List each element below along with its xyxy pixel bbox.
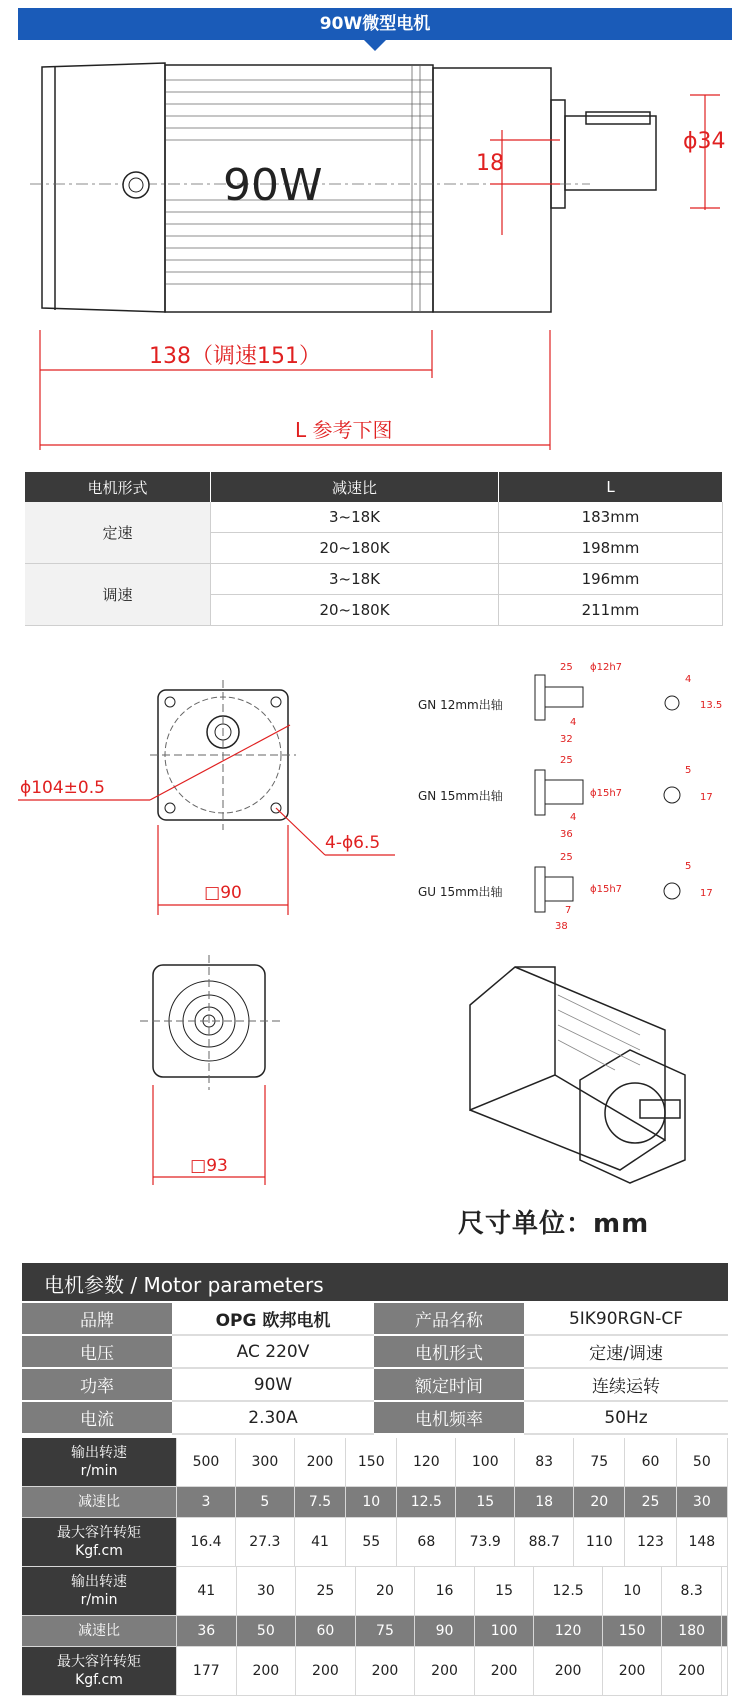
table-cell: 60 — [296, 1616, 356, 1647]
gu15-d25: 25 — [560, 852, 573, 863]
dim-holes: 4-ϕ6.5 — [325, 833, 381, 853]
dim-L: L 参考下图 — [295, 418, 393, 442]
speed-table-2 — [22, 1567, 728, 1696]
param-value: 连续运转 — [524, 1368, 728, 1401]
table-cell: 12.5 — [397, 1487, 456, 1518]
table-cell: 73.9 — [456, 1518, 515, 1567]
table-cell: 75 — [355, 1616, 415, 1647]
gn15-k5: 5 — [685, 765, 692, 776]
table-cell: 20 — [574, 1487, 625, 1518]
row-header: 减速比 — [22, 1487, 177, 1518]
gn12-d32: 32 — [560, 734, 573, 745]
table-cell: 25 — [296, 1567, 356, 1616]
gn12-d25: 25 — [560, 662, 573, 673]
table-cell — [721, 1647, 727, 1696]
table-cell: 20~180K — [211, 595, 499, 626]
length-table — [25, 472, 723, 626]
table-row — [22, 1401, 728, 1434]
table-cell: 211mm — [499, 595, 723, 626]
gu15-dia: ϕ15h7 — [590, 884, 623, 895]
table-cell: 110 — [574, 1518, 625, 1567]
table-cell: 100 — [474, 1616, 534, 1647]
row-header: 输出转速 r/min — [22, 1567, 177, 1616]
param-key: 电机频率 — [374, 1401, 524, 1434]
unit-label: 尺寸单位：mm — [458, 1209, 650, 1239]
table-cell: 200 — [355, 1647, 415, 1696]
gu15-k5: 5 — [685, 861, 692, 872]
col-header: 减速比 — [211, 472, 499, 502]
param-key: 电压 — [22, 1335, 172, 1368]
power-label: 90W — [223, 160, 323, 211]
table-cell: 148 — [676, 1518, 727, 1567]
dim-flange: ϕ104±0.5 — [20, 778, 105, 798]
banner-title: 90W微型电机 — [319, 14, 431, 34]
param-value: AC 220V — [172, 1335, 374, 1368]
table-cell: 16.4 — [177, 1518, 236, 1567]
table-row — [22, 1616, 728, 1647]
param-key: 产品名称 — [374, 1303, 524, 1335]
table-cell: 50 — [676, 1438, 727, 1487]
gu15-k17: 17 — [700, 888, 713, 899]
params-header — [22, 1263, 728, 1301]
table-cell: 198mm — [499, 533, 723, 564]
table-cell: 3~18K — [211, 564, 499, 595]
row-header: 输出转速 r/min — [22, 1438, 177, 1487]
table-cell: 5 — [235, 1487, 294, 1518]
param-value: 2.30A — [172, 1401, 374, 1434]
table-cell: 120 — [397, 1438, 456, 1487]
table-row — [22, 1438, 728, 1487]
table-cell: 20~180K — [211, 533, 499, 564]
params-title: 电机参数 / Motor parameters — [44, 1273, 324, 1297]
table-row — [22, 1567, 728, 1616]
table-cell: 177 — [177, 1647, 237, 1696]
params-table — [22, 1303, 728, 1435]
table-cell: 200 — [415, 1647, 475, 1696]
table-cell: 10 — [346, 1487, 397, 1518]
table-cell — [721, 1567, 727, 1616]
table-cell: 10 — [602, 1567, 662, 1616]
table-cell: 150 — [602, 1616, 662, 1647]
table-cell: 30 — [236, 1567, 296, 1616]
table-cell: 183mm — [499, 502, 723, 533]
table-cell: 200 — [474, 1647, 534, 1696]
dim-square-90: □90 — [204, 883, 242, 903]
table-cell: 3~18K — [211, 502, 499, 533]
shaft-gn12-label: GN 12mm出轴 — [418, 698, 503, 712]
col-header: 电机形式 — [25, 472, 211, 502]
table-cell: 100 — [456, 1438, 515, 1487]
front-view-drawing — [0, 655, 420, 915]
param-value: 50Hz — [524, 1401, 728, 1434]
row-header: 最大容许转矩 Kgf.cm — [22, 1518, 177, 1567]
table-cell: 180 — [662, 1616, 722, 1647]
dim-18: 18 — [476, 151, 504, 176]
table-cell: 定速 — [25, 502, 211, 564]
table-cell — [721, 1616, 727, 1647]
table-row — [22, 1303, 728, 1335]
table-cell: 36 — [177, 1616, 237, 1647]
table-cell: 16 — [415, 1567, 475, 1616]
table-cell: 调速 — [25, 564, 211, 626]
table-row — [22, 1647, 728, 1696]
param-value: 90W — [172, 1368, 374, 1401]
table-cell: 83 — [515, 1438, 574, 1487]
gu15-d7: 7 — [565, 905, 572, 916]
shaft-details-drawing — [400, 645, 750, 935]
table-row — [22, 1518, 728, 1567]
row-header: 减速比 — [22, 1616, 177, 1647]
dim-square-93: □93 — [190, 1156, 228, 1176]
gn12-d4: 4 — [570, 717, 577, 728]
table-cell: 41 — [294, 1518, 345, 1567]
param-value: OPG 欧邦电机 — [172, 1303, 374, 1335]
table-cell: 41 — [177, 1567, 237, 1616]
param-key: 电流 — [22, 1401, 172, 1434]
table-cell: 68 — [397, 1518, 456, 1567]
param-key: 功率 — [22, 1368, 172, 1401]
back-view-drawing — [120, 945, 300, 1190]
table-cell: 500 — [177, 1438, 236, 1487]
shaft-gn15-label: GN 15mm出轴 — [418, 789, 503, 803]
table-row — [22, 1368, 728, 1401]
gn12-dia: ϕ12h7 — [590, 662, 623, 673]
gn15-d4: 4 — [570, 812, 577, 823]
table-cell: 88.7 — [515, 1518, 574, 1567]
table-cell: 30 — [676, 1487, 727, 1518]
gn12-k4: 4 — [685, 674, 692, 685]
table-cell: 200 — [602, 1647, 662, 1696]
param-key: 额定时间 — [374, 1368, 524, 1401]
table-cell: 200 — [534, 1647, 602, 1696]
speed-table-1 — [22, 1438, 728, 1567]
table-cell: 12.5 — [534, 1567, 602, 1616]
gn12-k135: 13.5 — [700, 700, 723, 711]
gn15-k17: 17 — [700, 792, 713, 803]
param-value: 5IK90RGN-CF — [524, 1303, 728, 1335]
table-cell: 200 — [294, 1438, 345, 1487]
table-cell: 150 — [346, 1438, 397, 1487]
table-cell: 120 — [534, 1616, 602, 1647]
dim-body-length: 138（调速151） — [149, 344, 321, 369]
param-key: 品牌 — [22, 1303, 172, 1335]
shaft-gu15-label: GU 15mm出轴 — [418, 885, 503, 899]
param-value: 定速/调速 — [524, 1335, 728, 1368]
table-cell: 200 — [296, 1647, 356, 1696]
motor-side-drawing — [0, 50, 750, 470]
table-cell: 15 — [474, 1567, 534, 1616]
table-cell: 55 — [346, 1518, 397, 1567]
table-cell: 15 — [456, 1487, 515, 1518]
table-cell: 3 — [177, 1487, 236, 1518]
gn15-d36: 36 — [560, 829, 573, 840]
gu15-d38: 38 — [555, 921, 568, 932]
table-cell: 123 — [625, 1518, 676, 1567]
gn15-d25: 25 — [560, 755, 573, 766]
param-key: 电机形式 — [374, 1335, 524, 1368]
table-cell: 200 — [236, 1647, 296, 1696]
dim-shaft-dia: ϕ34 — [683, 129, 726, 154]
table-cell: 200 — [662, 1647, 722, 1696]
motor-3d-drawing — [440, 955, 710, 1185]
table-cell: 50 — [236, 1616, 296, 1647]
table-row — [22, 1335, 728, 1368]
table-cell: 60 — [625, 1438, 676, 1487]
table-row — [22, 1487, 728, 1518]
table-cell: 20 — [355, 1567, 415, 1616]
col-header: L — [499, 472, 723, 502]
table-cell: 196mm — [499, 564, 723, 595]
gn15-dia: ϕ15h7 — [590, 788, 623, 799]
table-cell: 90 — [415, 1616, 475, 1647]
row-header: 最大容许转矩 Kgf.cm — [22, 1647, 177, 1696]
table-cell: 27.3 — [235, 1518, 294, 1567]
table-cell: 8.3 — [662, 1567, 722, 1616]
table-cell: 18 — [515, 1487, 574, 1518]
table-cell: 7.5 — [294, 1487, 345, 1518]
table-cell: 25 — [625, 1487, 676, 1518]
table-cell: 75 — [574, 1438, 625, 1487]
table-cell: 300 — [235, 1438, 294, 1487]
